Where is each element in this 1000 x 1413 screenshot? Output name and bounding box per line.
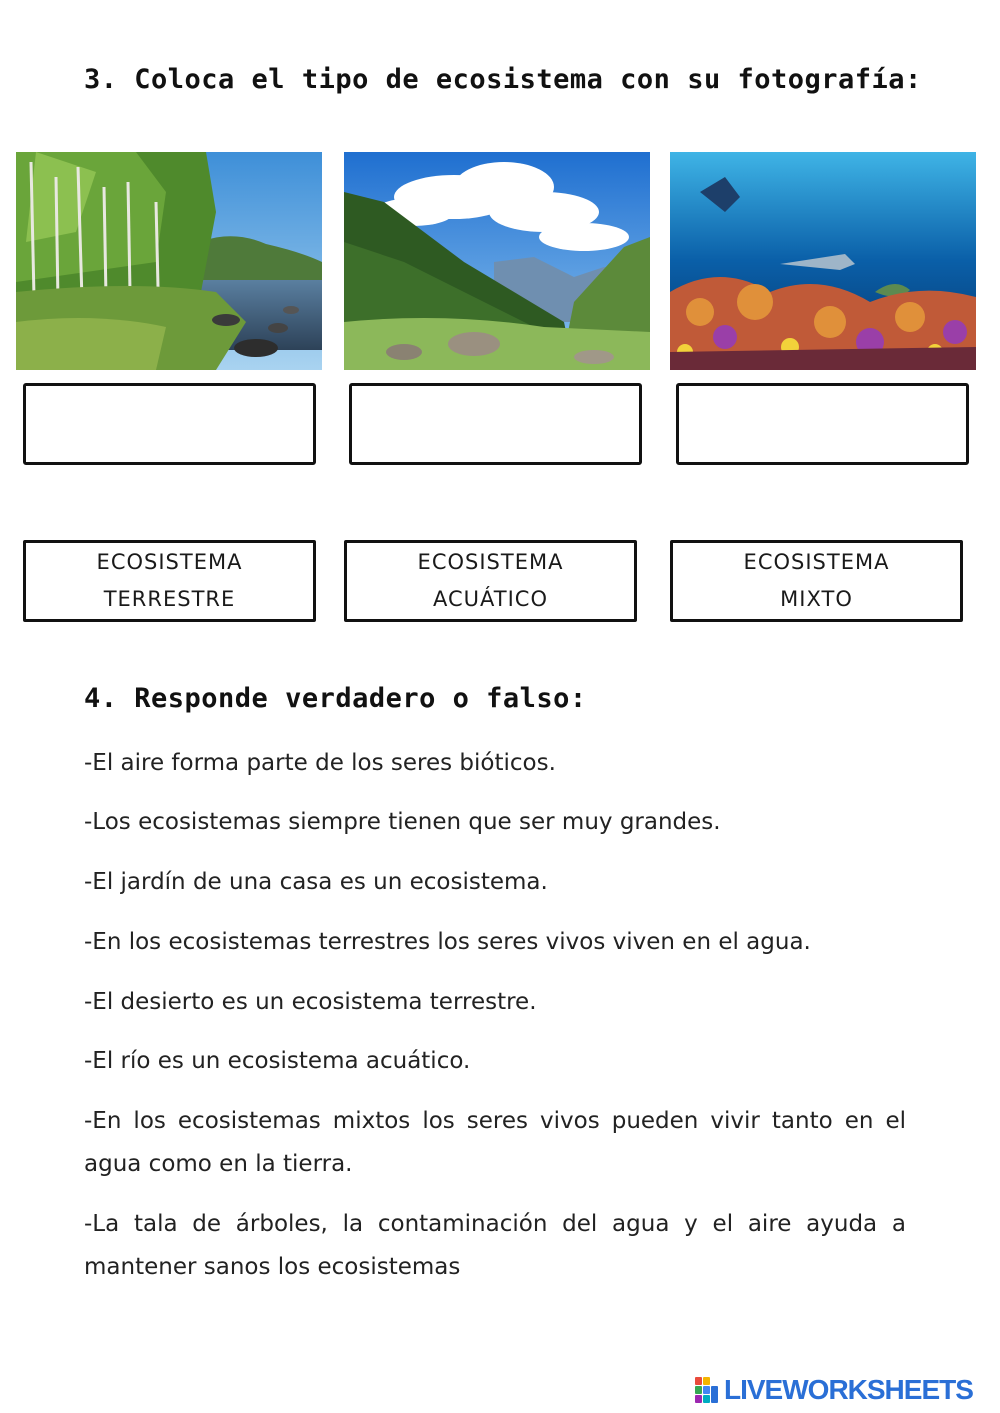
- statement-3: -El jardín de una casa es un ecosistema.: [84, 869, 548, 895]
- liveworksheets-logo-icon: [694, 1376, 720, 1404]
- statement-6: -El río es un ecosistema acuático.: [84, 1048, 471, 1074]
- statement-2: -Los ecosistemas siempre tienen que ser muy grandes.: [84, 809, 721, 835]
- lake-forest-photo: [16, 152, 322, 370]
- section-3-heading: 3. Coloca el tipo de ecosistema con su fotografía:: [84, 64, 922, 95]
- label-card-acuatico[interactable]: [344, 540, 637, 622]
- section-4-heading: 4. Responde verdadero o falso:: [84, 683, 587, 714]
- label-line-2: TERRESTRE: [103, 587, 236, 611]
- mountain-valley-photo: [344, 152, 650, 370]
- statement-5: -El desierto es un ecosistema terrestre.: [84, 989, 537, 1015]
- label-line-2: ACUÁTICO: [433, 587, 548, 611]
- answer-box-2[interactable]: [349, 383, 642, 465]
- answer-box-3[interactable]: [676, 383, 969, 465]
- statement-8: -La tala de árboles, la contaminación del agua y el aire ayuda a mantener sanos los ecosistemas: [84, 1211, 906, 1280]
- statement-7: -En los ecosistemas mixtos los seres vivos pueden vivir tanto en el agua como en la tierra.: [84, 1108, 906, 1177]
- brand-name: LIVEWORKSHEETS: [724, 1374, 973, 1405]
- answer-box-1[interactable]: [23, 383, 316, 465]
- label-line-2: MIXTO: [780, 587, 853, 611]
- label-line-1: ECOSISTEMA: [743, 550, 890, 574]
- label-card-terrestre[interactable]: [23, 540, 316, 622]
- statement-4: -En los ecosistemas terrestres los seres vivos viven en el agua.: [84, 929, 811, 955]
- label-card-mixto[interactable]: [670, 540, 963, 622]
- statement-1: -El aire forma parte de los seres bióticos.: [84, 750, 556, 776]
- label-line-1: ECOSISTEMA: [96, 550, 243, 574]
- label-line-1: ECOSISTEMA: [417, 550, 564, 574]
- coral-reef-photo: [670, 152, 976, 370]
- liveworksheets-brand: [694, 1374, 973, 1406]
